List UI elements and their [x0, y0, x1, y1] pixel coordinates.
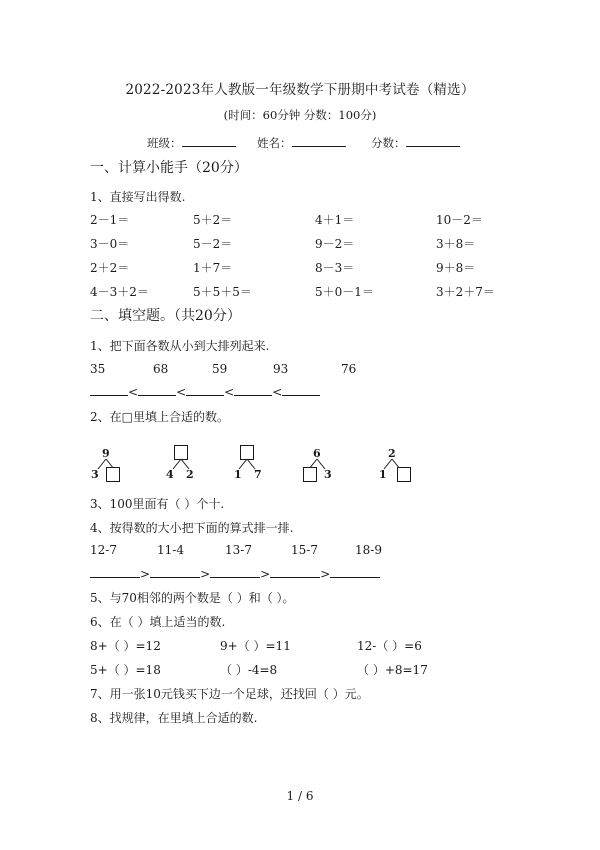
bond-answer-box[interactable]	[174, 445, 188, 460]
greater-than-sign: >	[320, 567, 331, 581]
sort-number: 76	[341, 362, 357, 376]
fill-expression: 8+（ ）=12	[90, 639, 161, 653]
less-than-sign: <	[176, 385, 187, 399]
calc-item: 9－2＝	[315, 237, 355, 251]
calc-item: 5＋2＝	[193, 213, 233, 227]
bond-top-number: 6	[313, 447, 321, 460]
bond-answer-box[interactable]	[106, 467, 120, 482]
section2-q8: 8、找规律，在里填上合适的数.	[90, 711, 258, 725]
answer-blank[interactable]	[90, 565, 140, 578]
fill-expression: 5+（ ）=18	[90, 663, 161, 677]
calc-item: 9＋8＝	[436, 261, 476, 275]
page-number: 1 / 6	[286, 789, 314, 803]
greater-than-sign: >	[260, 567, 271, 581]
sort-number: 93	[273, 362, 289, 376]
time-info: (时间：60分钟 分数：100分)	[223, 108, 377, 122]
section2-heading: 二、填空题。（共20分）	[90, 308, 241, 324]
bond-right-number: 2	[186, 468, 194, 481]
section2-q2-prompt: 2、在□里填上合适的数。	[90, 410, 229, 424]
section1-q1-prompt: 1、直接写出得数.	[90, 190, 186, 204]
sort-answer-line	[90, 383, 320, 399]
calc-item: 5－2＝	[193, 237, 233, 251]
answer-blank[interactable]	[234, 383, 272, 396]
section2-q4-prompt: 4、按得数的大小把下面的算式排一排.	[90, 521, 294, 535]
sort-expression: 12-7	[90, 543, 117, 557]
section2-q1-prompt: 1、把下面各数从小到大排列起来.	[90, 339, 270, 353]
answer-blank[interactable]	[270, 565, 320, 578]
score-blank[interactable]	[406, 134, 460, 147]
section2-q6-prompt: 6、在（ ）填上适当的数.	[90, 615, 226, 629]
name-label: 姓名：	[257, 136, 292, 150]
calc-item: 5＋0－1＝	[315, 285, 374, 299]
sort-expression: 18-9	[355, 543, 382, 557]
name-field	[257, 134, 346, 151]
bond-top-number: 9	[102, 447, 110, 460]
bond-left-number: 1	[234, 468, 242, 481]
score-field	[371, 134, 460, 151]
bond-answer-box[interactable]	[240, 445, 254, 460]
bond-left-number: 1	[379, 468, 387, 481]
calc-item: 5＋5＋5＝	[193, 285, 252, 299]
expression-answer-line	[90, 565, 380, 581]
sort-expression: 15-7	[291, 543, 318, 557]
greater-than-sign: >	[140, 567, 151, 581]
section2-q3: 3、100里面有（ ）个十.	[90, 497, 225, 511]
sort-number: 35	[90, 362, 106, 376]
greater-than-sign: >	[200, 567, 211, 581]
calc-item: 4－3＋2＝	[90, 285, 149, 299]
sort-expression: 13-7	[225, 543, 252, 557]
bond-left-number: 3	[91, 468, 99, 481]
section1-heading: 一、计算小能手（20分）	[90, 160, 248, 176]
fill-expression: 12-（ ）=6	[357, 639, 422, 653]
fill-expression: 9+（ ）=11	[220, 639, 291, 653]
answer-blank[interactable]	[210, 565, 260, 578]
answer-blank[interactable]	[138, 383, 176, 396]
calc-item: 4＋1＝	[315, 213, 355, 227]
less-than-sign: <	[224, 385, 235, 399]
bond-top-number: 2	[388, 447, 396, 460]
calc-item: 3＋8＝	[436, 237, 476, 251]
exam-title: 2022-2023年人教版一年级数学下册期中考试卷（精选）	[125, 82, 475, 98]
bond-right-number: 7	[254, 468, 262, 481]
class-label: 班级：	[147, 136, 182, 150]
answer-blank[interactable]	[330, 565, 380, 578]
name-blank[interactable]	[292, 134, 346, 147]
calc-item: 2－1＝	[90, 213, 130, 227]
class-blank[interactable]	[182, 134, 236, 147]
calc-item: 3＋2＋7＝	[436, 285, 495, 299]
fill-expression: （ ）-4=8	[220, 663, 278, 677]
calc-item: 3－0＝	[90, 237, 130, 251]
bond-left-number: 4	[166, 468, 174, 481]
class-field	[147, 134, 236, 151]
answer-blank[interactable]	[150, 565, 200, 578]
calc-item: 8－3＝	[315, 261, 355, 275]
calc-item: 2＋2＝	[90, 261, 130, 275]
answer-blank[interactable]	[90, 383, 128, 396]
sort-number: 59	[212, 362, 228, 376]
fill-expression: （ ）+8=17	[357, 663, 428, 677]
answer-blank[interactable]	[186, 383, 224, 396]
calc-item: 10－2＝	[436, 213, 483, 227]
calc-item: 1＋7＝	[193, 261, 233, 275]
bond-right-number: 3	[324, 468, 332, 481]
answer-blank[interactable]	[282, 383, 320, 396]
section2-q7: 7、用一张10元钱买下边一个足球，还找回（ ）元。	[90, 687, 369, 701]
score-label: 分数：	[371, 136, 406, 150]
bond-answer-box[interactable]	[397, 467, 411, 482]
less-than-sign: <	[272, 385, 283, 399]
less-than-sign: <	[128, 385, 139, 399]
sort-number: 68	[153, 362, 169, 376]
sort-expression: 11-4	[157, 543, 184, 557]
section2-q5: 5、与70相邻的两个数是（ ）和（ ）。	[90, 591, 295, 605]
bond-answer-box[interactable]	[303, 467, 317, 482]
